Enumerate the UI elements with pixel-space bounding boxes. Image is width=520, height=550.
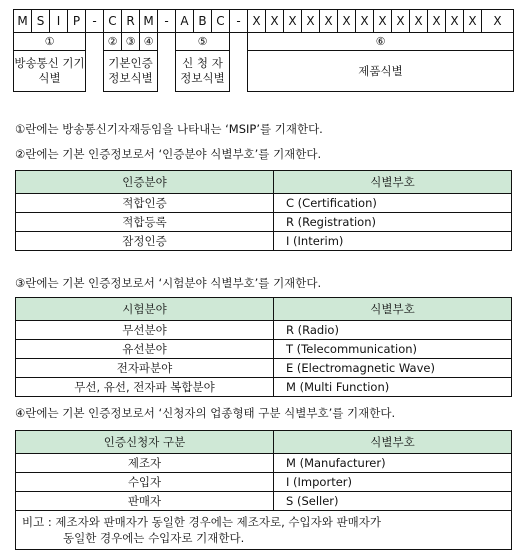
note-cell bbox=[16, 511, 512, 550]
marker-3: ③ bbox=[122, 33, 140, 51]
code-char: X bbox=[392, 10, 410, 33]
code-char: X bbox=[338, 10, 356, 33]
cell-code: R (Registration) bbox=[274, 213, 512, 232]
code-char: X bbox=[464, 10, 482, 33]
marker-5: ⑤ bbox=[176, 33, 230, 51]
note-line-1: 비고 : 제조자와 판매자가 동일한 경우에는 제조자로, 수입자와 판매자가 bbox=[22, 515, 381, 529]
test-field-table bbox=[15, 297, 512, 397]
table-row bbox=[16, 454, 512, 473]
table-row bbox=[16, 213, 512, 232]
code-char: A bbox=[176, 10, 194, 33]
separator bbox=[158, 33, 176, 92]
marker-6: ⑥ bbox=[248, 33, 514, 51]
code-char: X bbox=[482, 10, 514, 33]
marker-4: ④ bbox=[140, 33, 158, 51]
label-device-identification: 방송통신 기기식별 bbox=[14, 51, 86, 92]
table-row bbox=[16, 340, 512, 359]
code-dash: - bbox=[230, 10, 248, 33]
table-row bbox=[16, 359, 512, 378]
cell-field: 무선분야 bbox=[16, 321, 274, 340]
marker-1: ① bbox=[14, 33, 86, 51]
cell-field: 무선, 유선, 전자파 복합분야 bbox=[16, 378, 274, 397]
code-char: C bbox=[104, 10, 122, 33]
code-char: M bbox=[14, 10, 32, 33]
table-row bbox=[16, 232, 512, 251]
applicant-type-table bbox=[15, 430, 512, 550]
code-char: X bbox=[302, 10, 320, 33]
header-applicant-type: 인증신청자 구분 bbox=[16, 431, 274, 454]
table-row bbox=[16, 321, 512, 340]
code-char: X bbox=[356, 10, 374, 33]
code-char: M bbox=[140, 10, 158, 33]
code-char: X bbox=[284, 10, 302, 33]
table-row bbox=[16, 378, 512, 397]
code-char: C bbox=[212, 10, 230, 33]
header-code: 식별부호 bbox=[274, 298, 512, 321]
code-format-table bbox=[13, 9, 514, 92]
label-product-identification: 제품식별 bbox=[248, 51, 514, 92]
cell-field: 잠정인증 bbox=[16, 232, 274, 251]
cell-code: C (Certification) bbox=[274, 194, 512, 213]
note-line-2: 동일한 경우에는 수입자로 기재한다. bbox=[63, 531, 245, 545]
cell-code: T (Telecommunication) bbox=[274, 340, 512, 359]
marker-2: ② bbox=[104, 33, 122, 51]
header-code: 식별부호 bbox=[274, 431, 512, 454]
header-cert-field: 인증분야 bbox=[16, 171, 274, 194]
code-char: X bbox=[248, 10, 266, 33]
code-char: X bbox=[446, 10, 464, 33]
code-char: P bbox=[68, 10, 86, 33]
code-marker-row bbox=[14, 33, 514, 51]
header-code: 식별부호 bbox=[274, 171, 512, 194]
note-row bbox=[16, 511, 512, 550]
cell-code: S (Seller) bbox=[274, 492, 512, 511]
code-dash: - bbox=[158, 10, 176, 33]
code-char: S bbox=[32, 10, 50, 33]
code-char: B bbox=[194, 10, 212, 33]
table-row bbox=[16, 473, 512, 492]
code-dash: - bbox=[86, 10, 104, 33]
code-char: X bbox=[374, 10, 392, 33]
separator bbox=[230, 33, 248, 92]
instruction-2: ②란에는 기본 인증정보로서 ‘인증분야 식별부호’를 기재한다. bbox=[15, 147, 322, 161]
code-char: X bbox=[320, 10, 338, 33]
code-characters-row bbox=[14, 10, 514, 33]
table-row bbox=[16, 194, 512, 213]
cell-code: E (Electromagnetic Wave) bbox=[274, 359, 512, 378]
cell-code: R (Radio) bbox=[274, 321, 512, 340]
cell-field: 전자파분야 bbox=[16, 359, 274, 378]
code-char: R bbox=[122, 10, 140, 33]
cell-code: M (Manufacturer) bbox=[274, 454, 512, 473]
label-basic-cert-info: 기본인증 정보식별 bbox=[104, 51, 158, 92]
separator bbox=[86, 33, 104, 92]
cert-field-table bbox=[15, 170, 512, 251]
instruction-4: ④란에는 기본 인증정보로서 ‘신청자의 업종형태 구분 식별부호’를 기재한다. bbox=[15, 406, 396, 420]
cell-type: 제조자 bbox=[16, 454, 274, 473]
cell-code: M (Multi Function) bbox=[274, 378, 512, 397]
code-char: X bbox=[410, 10, 428, 33]
cell-field: 적합등록 bbox=[16, 213, 274, 232]
cell-type: 수입자 bbox=[16, 473, 274, 492]
cell-code: I (Importer) bbox=[274, 473, 512, 492]
cell-field: 적합인증 bbox=[16, 194, 274, 213]
instruction-1: ①란에는 방송통신기자재등임을 나타내는 ‘MSIP’를 기재한다. bbox=[15, 122, 323, 136]
cell-type: 판매자 bbox=[16, 492, 274, 511]
code-char: X bbox=[428, 10, 446, 33]
code-char: X bbox=[266, 10, 284, 33]
instruction-3: ③란에는 기본 인증정보로서 ‘시험분야 식별부호’를 기재한다. bbox=[15, 276, 322, 290]
cell-field: 유선분야 bbox=[16, 340, 274, 359]
cell-code: I (Interim) bbox=[274, 232, 512, 251]
label-applicant-info: 신 청 자 정보식별 bbox=[176, 51, 230, 92]
table-row bbox=[16, 492, 512, 511]
header-test-field: 시험분야 bbox=[16, 298, 274, 321]
code-char: I bbox=[50, 10, 68, 33]
